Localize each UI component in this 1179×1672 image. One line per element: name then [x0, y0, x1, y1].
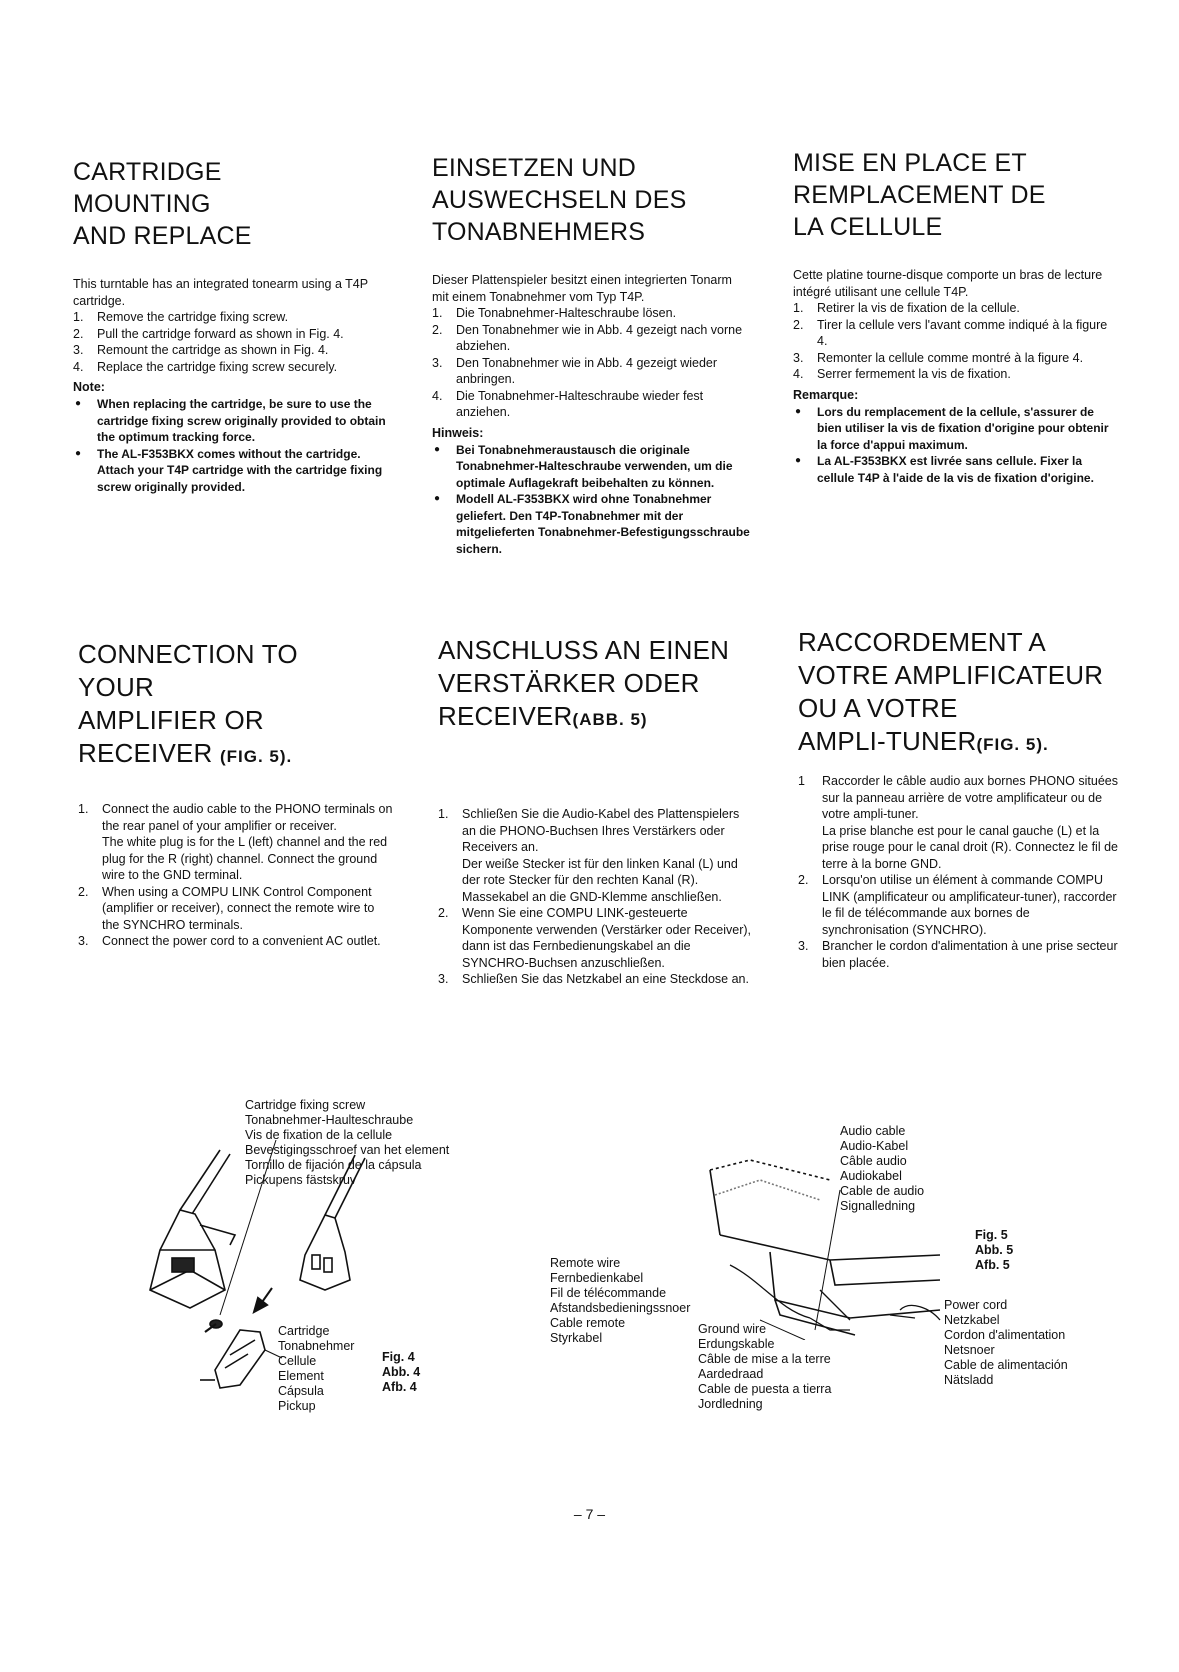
list-item: 1. Connect the audio cable to the PHONO terminals on the rear panel of your amplifier or receiver. The white plug is for the L (left) channel and the red plug for the R (right) channel. Connect the ground wire to the GND terminal.: [78, 802, 393, 882]
section-mount-en: [73, 156, 389, 495]
list-item: 3. Brancher le cordon d'alimentation à une prise secteur bien placée.: [798, 939, 1118, 970]
note-item: ● Lors du remplacement de la cellule, s'assurer de bien utiliser la vis de fixation d'origine pour obtenir la force d'appui maximum.: [793, 404, 1115, 454]
intro-text: Dieser Plattenspieler besitzt einen integrierten Tonarm mit einem Tonabnehmer vom Typ T4P.: [432, 273, 732, 304]
list-item: 1. Remove the cartridge fixing screw.: [73, 310, 289, 324]
list-item: 3. Schließen Sie das Netzkabel an eine Steckdose an.: [438, 972, 749, 986]
list-item: 4. Replace the cartridge fixing screw securely.: [73, 359, 338, 374]
figure-5-ground-labels: Ground wire Erdungskable Câble de mise a la terre Aardedraad Cable de puesta a tierra Jordledning: [698, 1322, 832, 1411]
intro-text: This turntable has an integrated tonearm using a T4P cartridge.: [73, 277, 368, 308]
list-item: 3. Remonter la cellule comme montré à la figure 4.: [793, 350, 1084, 365]
section-conn-de: [438, 634, 754, 988]
list-item: 4. Die Tonabnehmer-Halteschraube wieder fest anziehen.: [432, 388, 704, 419]
figure-4-screw-labels: Cartridge fixing screw Tonabnehmer-Haulteschraube Vis de fixation de la cellule Bevestigingsschroef van het element Tornillo de fijación de la cápsula Pickupens fästskruv: [245, 1098, 450, 1187]
intro-text: Cette platine tourne-disque comporte un bras de lecture intégré utilisant une cellule T4P.: [793, 268, 1103, 299]
page-number: – 7 –: [573, 1506, 606, 1522]
notes-list: [73, 396, 389, 495]
note-title: Note:: [73, 380, 105, 394]
section-title: RACCORDEMENT A VOTRE AMPLIFICATEUR OU A VOTRE AMPLI-TUNER(FIG. 5).: [798, 627, 1104, 756]
list-item: 1. Retirer la vis de fixation de la cellule.: [793, 301, 1020, 315]
figure-5-remote-labels: Remote wire Fernbedienkabel Fil de télécommande Afstandsbedieningssnoer Cable remote Styrkabel: [550, 1256, 691, 1345]
arrow-icon: [254, 1288, 272, 1312]
section-title: CONNECTION TO YOUR AMPLIFIER OR RECEIVER (FIG. 5).: [78, 639, 298, 768]
section-title: CARTRIDGE MOUNTING AND REPLACE: [73, 158, 252, 250]
section-mount-fr: [793, 147, 1115, 486]
list-item: 3. Connect the power cord to a convenient AC outlet.: [78, 934, 381, 948]
cartridge-removed-icon: [200, 1330, 282, 1388]
figure-4-caption: Fig. 4 Abb. 4 Afb. 4: [382, 1350, 421, 1394]
figure-5-caption: Fig. 5 Abb. 5 Afb. 5: [975, 1228, 1014, 1272]
cartridge-left-icon: [150, 1150, 235, 1308]
list-item: 2. Den Tonabnehmer wie in Abb. 4 gezeigt nach vorne abziehen.: [432, 322, 743, 353]
section-title: EINSETZEN UND AUSWECHSELN DES TONABNEHMERS: [432, 154, 687, 246]
note-item: ● Bei Tonabnehmeraustausch die originale Tonabnehmer-Halteschraube verwenden, um die optimale Auflagekraft beibehalten zu können.: [432, 442, 750, 492]
note-title: Hinweis:: [432, 425, 484, 440]
steps-list: [78, 801, 394, 950]
steps-list: [798, 773, 1118, 971]
list-item: 3. Remount the cartridge as shown in Fig. 4.: [73, 343, 329, 357]
list-item: 1. Schließen Sie die Audio-Kabel des Plattenspielers an die PHONO-Buchsen Ihres Verstärkers oder Receivers an. Der weiße Stecker ist für den linken Kanal (L) und der rote Stecker für den rechten Kanal (R). Massekabel an die GND-Klemme anschließen.: [438, 807, 740, 904]
steps-list: [793, 300, 1115, 383]
list-item: 3. Den Tonabnehmer wie in Abb. 4 gezeigt wieder anbringen.: [432, 355, 718, 386]
notes-list: [793, 404, 1115, 487]
figure-5-power-labels: Power cord Netzkabel Cordon d'alimentation Netsnoer Cable de alimentación Nätsladd: [944, 1298, 1068, 1387]
list-item: 2. Lorsqu'on utilise un élément à commande COMPU LINK (amplificateur ou amplificateur-tuner), raccorder le fil de télécommande aux bornes de synchronisation (SYNCHRO).: [798, 873, 1117, 937]
note-item: ● La AL-F353BKX est livrée sans cellule. Fixer la cellule T4P à l'aide de la vis de fixation d'origine.: [793, 453, 1115, 486]
section-mount-de: [432, 152, 750, 557]
note-item: ● When replacing the cartridge, be sure to use the cartridge fixing screw originally provided to obtain the optimum tracking force.: [73, 396, 389, 446]
steps-list: [73, 309, 389, 375]
note-item: ● Modell AL-F353BKX wird ohne Tonabnehmer geliefert. Den T4P-Tonabnehmer mit der mitgelieferten Tonabnehmer-Befestigungsschraube sichern.: [432, 491, 750, 557]
list-item: 2. When using a COMPU LINK Control Component (amplifier or receiver), connect the remote wire to the SYNCHRO terminals.: [78, 884, 375, 932]
note-title: Remarque:: [793, 387, 859, 402]
steps-list: [438, 806, 754, 988]
list-item: 4. Serrer fermement la vis de fixation.: [793, 367, 1011, 381]
section-title: MISE EN PLACE ET REMPLACEMENT DE LA CELLULE: [793, 149, 1046, 241]
figure-5-audio-labels: Audio cable Audio-Kabel Câble audio Audiokabel Cable de audio Signalledning: [840, 1124, 925, 1213]
steps-list: [432, 305, 750, 421]
list-item: 2. Pull the cartridge forward as shown in Fig. 4.: [73, 326, 344, 341]
notes-list: [432, 442, 750, 558]
figure-4-cartridge-labels: Cartridge Tonabnehmer Cellule Element Cápsula Pickup: [278, 1324, 355, 1413]
section-conn-fr: [798, 626, 1118, 971]
list-item: 1 Raccorder le câble audio aux bornes PHONO situées sur la panneau arrière de votre amplificateur ou de votre ampli-tuner. La prise blanche est pour le canal gauche (L) et la prise rouge pour le canal droit (R). Connectez le fil de terre à la borne GND.: [798, 774, 1118, 871]
list-item: 1. Die Tonabnehmer-Halteschraube lösen.: [432, 306, 677, 320]
list-item: 2. Wenn Sie eine COMPU LINK-gesteuerte Komponente verwenden (Verstärker oder Receiver), dann ist das Fernbedienungskabel an die SYNCHRO-Buchsen anzuschließen.: [438, 906, 752, 970]
section-conn-en: [78, 638, 394, 950]
section-title: ANSCHLUSS AN EINEN VERSTÄRKER ODER RECEIVER(ABB. 5): [438, 635, 730, 731]
list-item: 2. Tirer la cellule vers l'avant comme indiqué à la figure 4.: [793, 317, 1108, 348]
note-item: ● The AL-F353BKX comes without the cartridge. Attach your T4P cartridge with the cartridge fixing screw originally provided.: [73, 446, 389, 496]
